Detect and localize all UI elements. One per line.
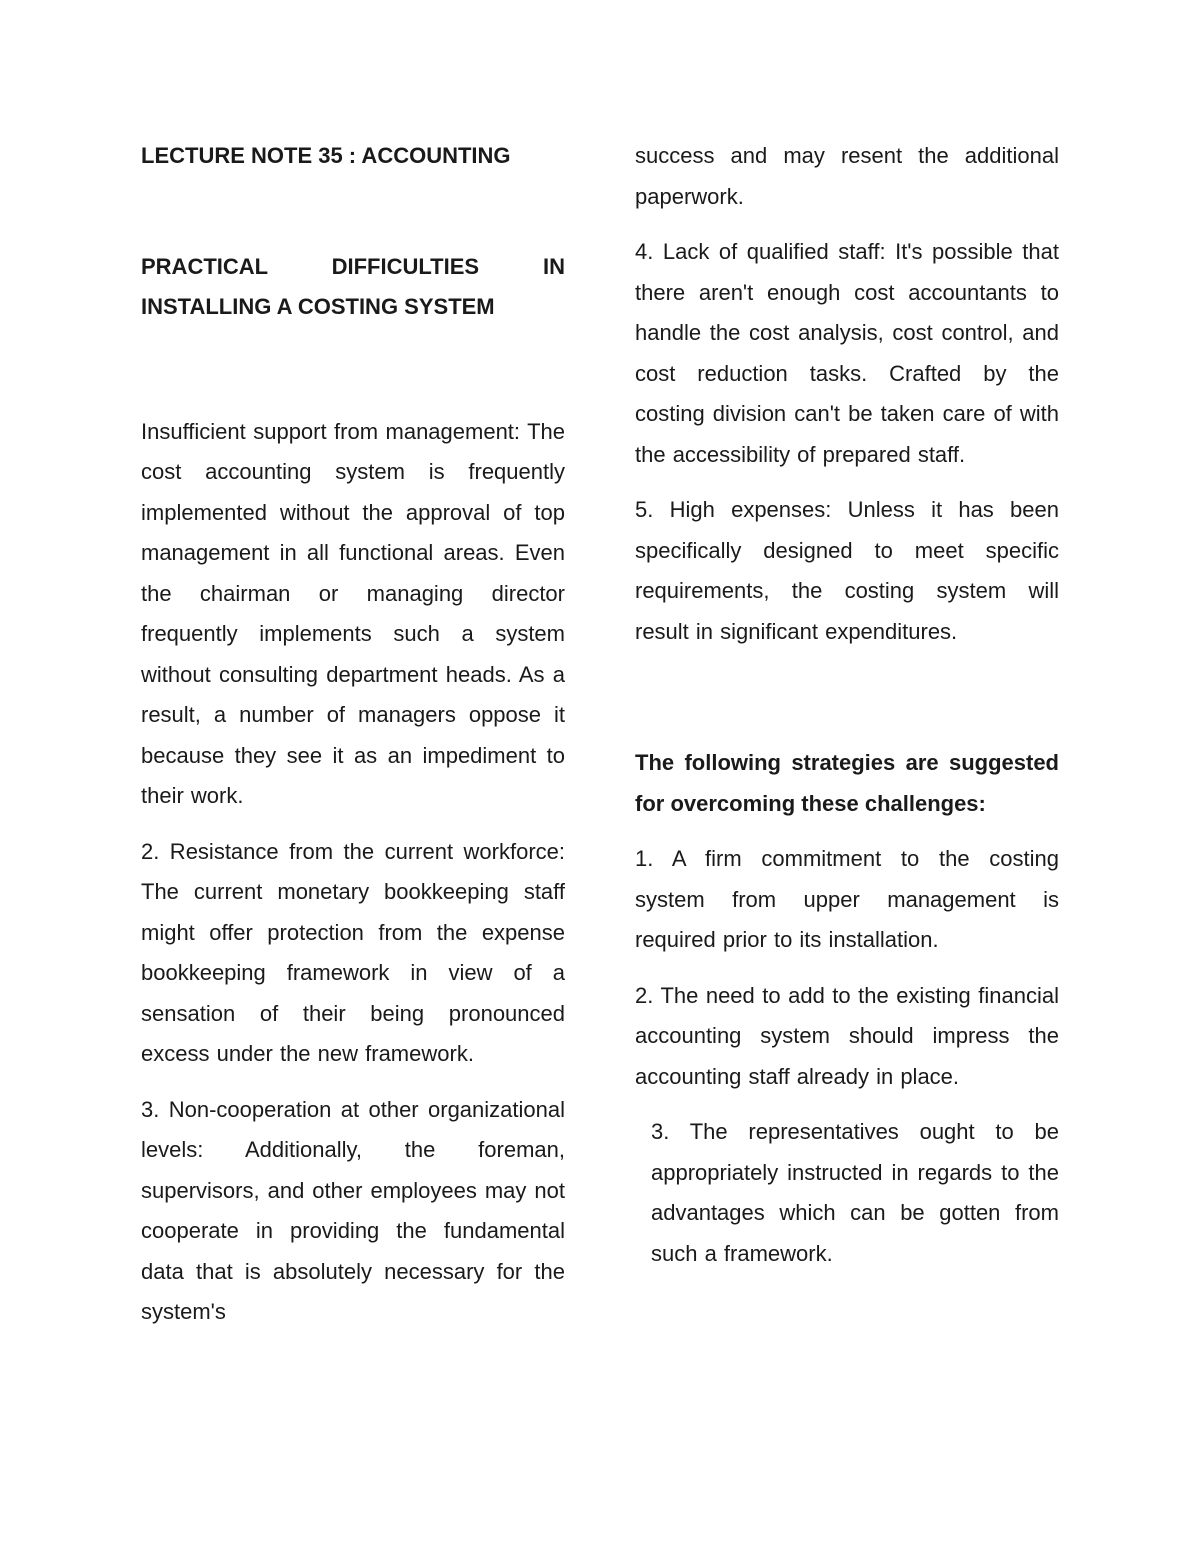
difficulty-paragraph-2: 2. Resistance from the current workforce: The current monetary bookkeeping staff might offer protection from the expense bookkeeping framework in view of a sensation of their being pronounced excess under the new framework. <box>141 838 565 1066</box>
strategy-paragraph-2: 2. The need to add to the existing financial accounting system should impress the accounting staff already in place. <box>635 982 1059 1089</box>
difficulty-paragraph-3: 3. Non-cooperation at other organizational levels: Additionally, the foreman, supervisors, and other employees may not cooperate in providing the fundamental data that is absolutely necessary for the system's <box>141 1096 565 1324</box>
right-column <box>635 136 1059 1289</box>
strategy-paragraph-3: 3. The representatives ought to be appropriately instructed in regards to the advantages which can be gotten from such a framework. <box>651 1119 1059 1266</box>
document-title: LECTURE NOTE 35 : ACCOUNTING <box>141 143 511 168</box>
strategies-heading: The following strategies are suggested for overcoming these challenges: <box>635 750 1059 816</box>
strategy-paragraph-1: 1. A firm commitment to the costing system from upper management is required prior to its installation. <box>635 846 1059 952</box>
difficulty-paragraph-4: 4. Lack of qualified staff: It's possible that there aren't enough cost accountants to handle the cost analysis, cost control, and cost reduction tasks. Crafted by the costing division can't be taken care of with the accessibility of prepared staff. <box>635 239 1059 467</box>
difficulty-paragraph-5: 5. High expenses: Unless it has been specifically designed to meet specific requirements, the costing system will result in significant expenditures. <box>635 497 1059 644</box>
section-heading: PRACTICAL DIFFICULTIES IN INSTALLING A COSTING SYSTEM <box>141 253 565 319</box>
left-column <box>141 136 565 1348</box>
difficulty-paragraph-3-continued: success and may resent the additional paperwork. <box>635 143 1059 209</box>
difficulty-paragraph-1: Insufficient support from management: The cost accounting system is frequently implemented without the approval of top management in all functional areas. Even the chairman or managing director frequently implements such a system without consulting department heads. As a result, a number of managers oppose it because they see it as an impediment to their work. <box>141 418 565 808</box>
